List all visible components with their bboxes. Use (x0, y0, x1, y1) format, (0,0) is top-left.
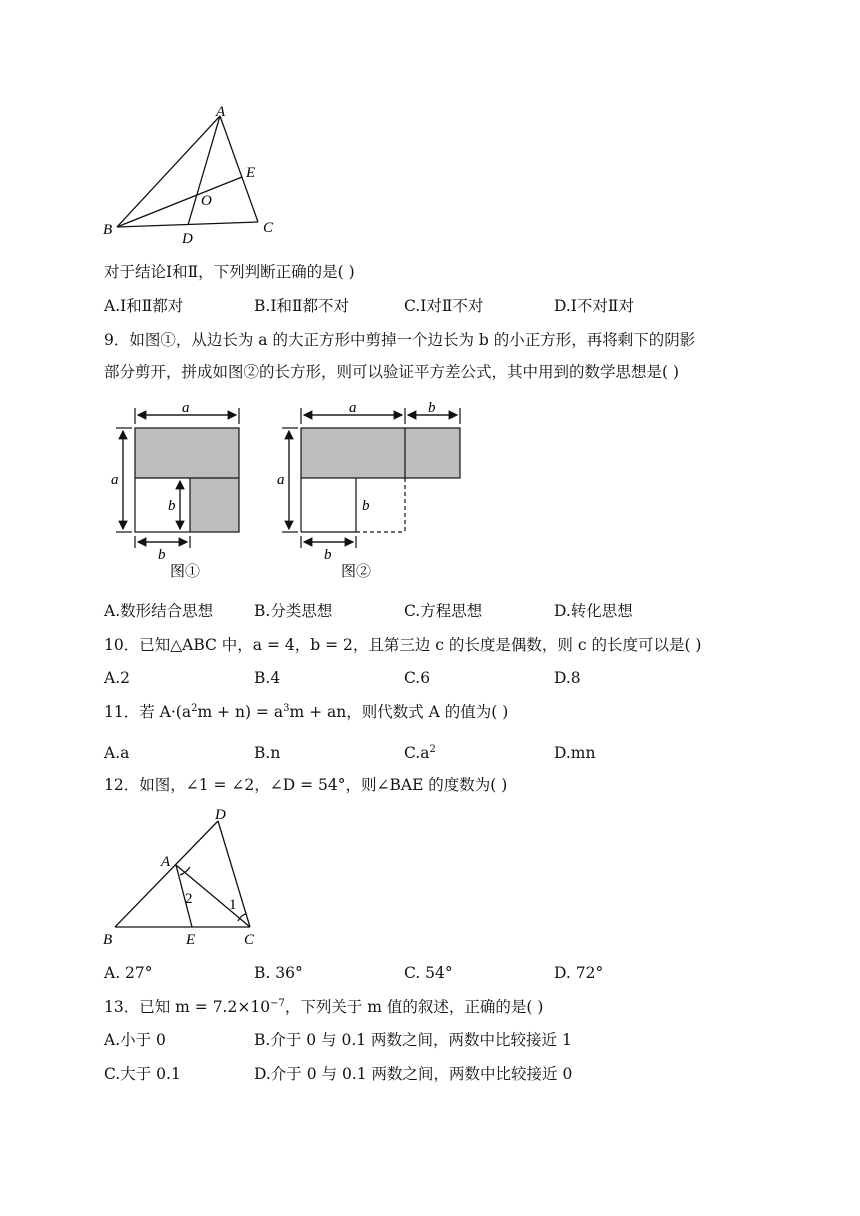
q13-question-suffix: ，下列关于 m 值的叙述，正确的是( ) (284, 998, 544, 1016)
q10-question: 10．已知△ABC 中，a = 4，b = 2，且第三边 c 的长度是偶数，则 c 的长度可以是( ) (104, 636, 702, 654)
label-a-left: a (111, 472, 119, 488)
q9-question-line2: 部分剪开，拼成如图②的长方形，则可以验证平方差公式，其中用到的数学思想是( ) (104, 363, 680, 381)
q9-option-b: B.分类思想 (254, 602, 333, 620)
q10-option-c: C.6 (404, 669, 431, 687)
q11-exponent-3: 3 (283, 703, 290, 714)
angle-label-2: 2 (185, 891, 193, 907)
label-b-top-2: b (428, 400, 436, 416)
label-a-left-2: a (277, 472, 285, 488)
q8-option-b: B.Ⅰ和Ⅱ都不对 (254, 297, 349, 315)
point-label-e-q12: E (186, 932, 196, 948)
q11-question-prefix: 11．若 A·(a (104, 703, 192, 721)
q12-option-b: B. 36° (254, 964, 303, 982)
q10-option-a: A.2 (104, 669, 130, 687)
q9-option-c: C.方程思想 (404, 602, 483, 620)
q11-question-mid: m + n) = a (197, 703, 284, 721)
square-figure-1 (108, 400, 253, 580)
q10-option-d: D.8 (554, 669, 581, 687)
q12-option-d: D. 72° (554, 964, 604, 982)
rectangle-figure-2 (270, 400, 470, 580)
q9-question-line1: 9．如图①，从边长为 a 的大正方形中剪掉一个边长为 b 的小正方形，再将剩下的阴影 (104, 331, 696, 349)
vertex-label-a-q12: A (161, 854, 171, 870)
q10-option-b: B.4 (254, 669, 281, 687)
q11-question-suffix: m + an，则代数式 A 的值为( ) (289, 703, 509, 721)
q8-option-a: A.Ⅰ和Ⅱ都对 (104, 297, 184, 315)
q13-exponent: −7 (270, 998, 285, 1009)
q13-option-c: C.大于 0.1 (104, 1065, 181, 1083)
q13-option-a: A.小于 0 (104, 1031, 166, 1049)
q8-question: 对于结论Ⅰ和Ⅱ，下列判断正确的是( ) (104, 263, 355, 281)
q13-question (104, 997, 543, 1017)
q12-option-c: C. 54° (404, 964, 453, 982)
q9-option-d: D.转化思想 (554, 602, 633, 620)
q11-option-a: A.a (104, 744, 130, 762)
vertex-label-a: A (216, 104, 226, 120)
q12-question: 12．如图，∠1 = ∠2，∠D = 54°，则∠BAE 的度数为( ) (104, 776, 508, 794)
q11-question (104, 702, 508, 722)
vertex-label-c: C (263, 220, 274, 236)
label-b-bottom: b (158, 547, 166, 563)
vertex-label-b: B (103, 222, 113, 238)
q9-option-a: A.数形结合思想 (104, 602, 214, 620)
vertex-label-b-q12: B (103, 932, 113, 948)
q11-option-d: D.mn (554, 744, 596, 762)
q8-option-c: C.Ⅰ对Ⅱ不对 (404, 297, 484, 315)
q11-option-c-base: C.a (404, 744, 430, 762)
vertex-label-c-q12: C (244, 932, 255, 948)
q13-option-b: B.介于 0 与 0.1 两数之间，两数中比较接近 1 (254, 1031, 572, 1049)
label-b-bottom-2: b (324, 547, 332, 563)
q8-option-d: D.Ⅰ不对Ⅱ对 (554, 297, 634, 315)
q13-question-prefix: 13．已知 m = 7.2×10 (104, 998, 271, 1016)
caption-fig-1: 图① (170, 564, 201, 580)
label-a-top: a (182, 400, 190, 416)
triangle-figure-q12 (100, 803, 270, 951)
q13-option-d: D.介于 0 与 0.1 两数之间，两数中比较接近 0 (254, 1065, 573, 1083)
label-b-inner-2: b (362, 498, 370, 514)
caption-fig-2: 图② (341, 564, 372, 580)
label-a-top-2: a (349, 400, 357, 416)
point-label-d: D (182, 231, 193, 246)
point-label-e: E (246, 165, 256, 181)
q11-option-c (404, 743, 436, 763)
triangle-figure-q8 (100, 104, 280, 246)
q11-option-c-exponent: 2 (429, 744, 436, 755)
point-label-o: O (201, 193, 212, 209)
label-b-inner: b (168, 498, 176, 514)
vertex-label-d-q12: D (215, 807, 226, 823)
q11-exponent-2: 2 (191, 703, 198, 714)
q11-option-b: B.n (254, 744, 281, 762)
angle-label-1: 1 (229, 897, 237, 913)
q12-option-a: A. 27° (104, 964, 153, 982)
